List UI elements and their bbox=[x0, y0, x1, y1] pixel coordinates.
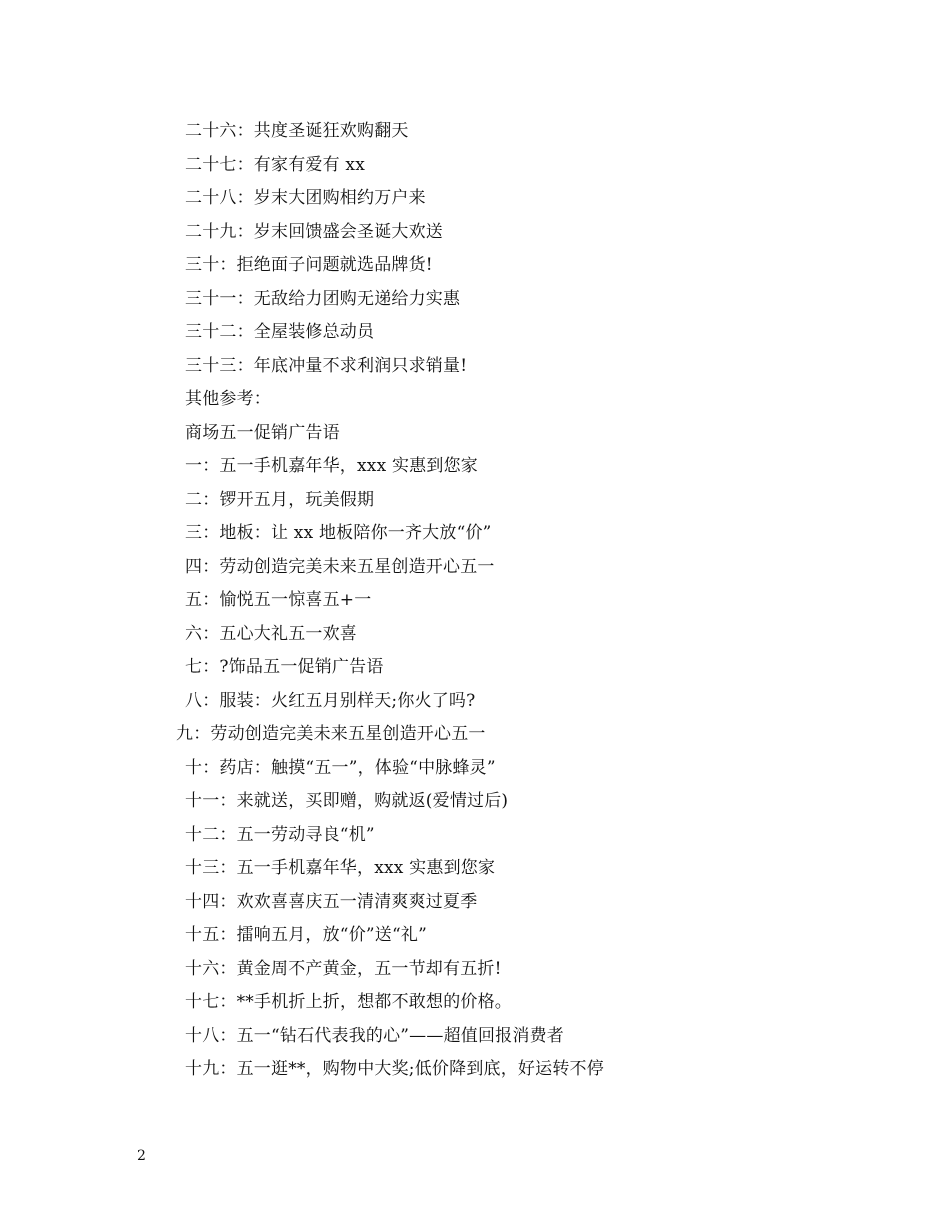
text-line: 六：五心大礼五一欢喜 bbox=[185, 624, 357, 644]
text-line: 十九：五一逛**，购物中大奖;低价降到底，好运转不停 bbox=[185, 1059, 604, 1079]
text-line: 十四：欢欢喜喜庆五一清清爽爽过夏季 bbox=[185, 892, 478, 912]
text-line: 二十七：有家有爱有 xx bbox=[185, 155, 365, 175]
text-line: 四：劳动创造完美未来五星创造开心五一 bbox=[185, 557, 495, 577]
text-line: 三十：拒绝面子问题就选品牌货! bbox=[185, 255, 433, 275]
text-line: 三：地板：让 xx 地板陪你一齐大放“价” bbox=[185, 523, 492, 543]
text-line: 十二：五一劳动寻良“机” bbox=[185, 825, 375, 845]
text-line: 五：愉悦五一惊喜五+一 bbox=[185, 590, 372, 610]
text-line: 十八：五一“钻石代表我的心”——超值回报消费者 bbox=[185, 1026, 564, 1046]
text-line: 三十二：全屋装修总动员 bbox=[185, 322, 375, 342]
text-line: 七：?饰品五一促销广告语 bbox=[185, 657, 384, 677]
text-line: 二十六：共度圣诞狂欢购翻天 bbox=[185, 121, 409, 141]
text-line: 十一：来就送，买即赠，购就返(爱情过后) bbox=[185, 791, 509, 811]
text-line: 一：五一手机嘉年华，xxx 实惠到您家 bbox=[185, 456, 478, 476]
text-line: 三十三：年底冲量不求利润只求销量! bbox=[185, 356, 468, 376]
page-number: 2 bbox=[137, 1148, 146, 1164]
text-line: 十六：黄金周不产黄金，五一节却有五折! bbox=[185, 959, 502, 979]
text-line: 三十一：无敌给力团购无递给力实惠 bbox=[185, 289, 461, 309]
text-line: 十七：**手机折上折，想都不敢想的价格。 bbox=[185, 992, 512, 1012]
text-line: 二：锣开五月，玩美假期 bbox=[185, 490, 375, 510]
text-line: 二十八：岁末大团购相约万户来 bbox=[185, 188, 426, 208]
text-line: 十三：五一手机嘉年华，xxx 实惠到您家 bbox=[185, 858, 496, 878]
section-heading: 商场五一促销广告语 bbox=[185, 423, 340, 443]
text-line: 二十九：岁末回馈盛会圣诞大欢送 bbox=[185, 222, 443, 242]
section-heading: 其他参考： bbox=[185, 389, 271, 409]
text-line: 十五：擂响五月，放“价”送“礼” bbox=[185, 925, 427, 945]
text-line: 九：劳动创造完美未来五星创造开心五一 bbox=[176, 724, 486, 744]
text-line: 八：服装：火红五月别样天;你火了吗? bbox=[185, 691, 476, 711]
text-line: 十：药店：触摸“五一”，体验“中脉蜂灵” bbox=[185, 758, 496, 778]
